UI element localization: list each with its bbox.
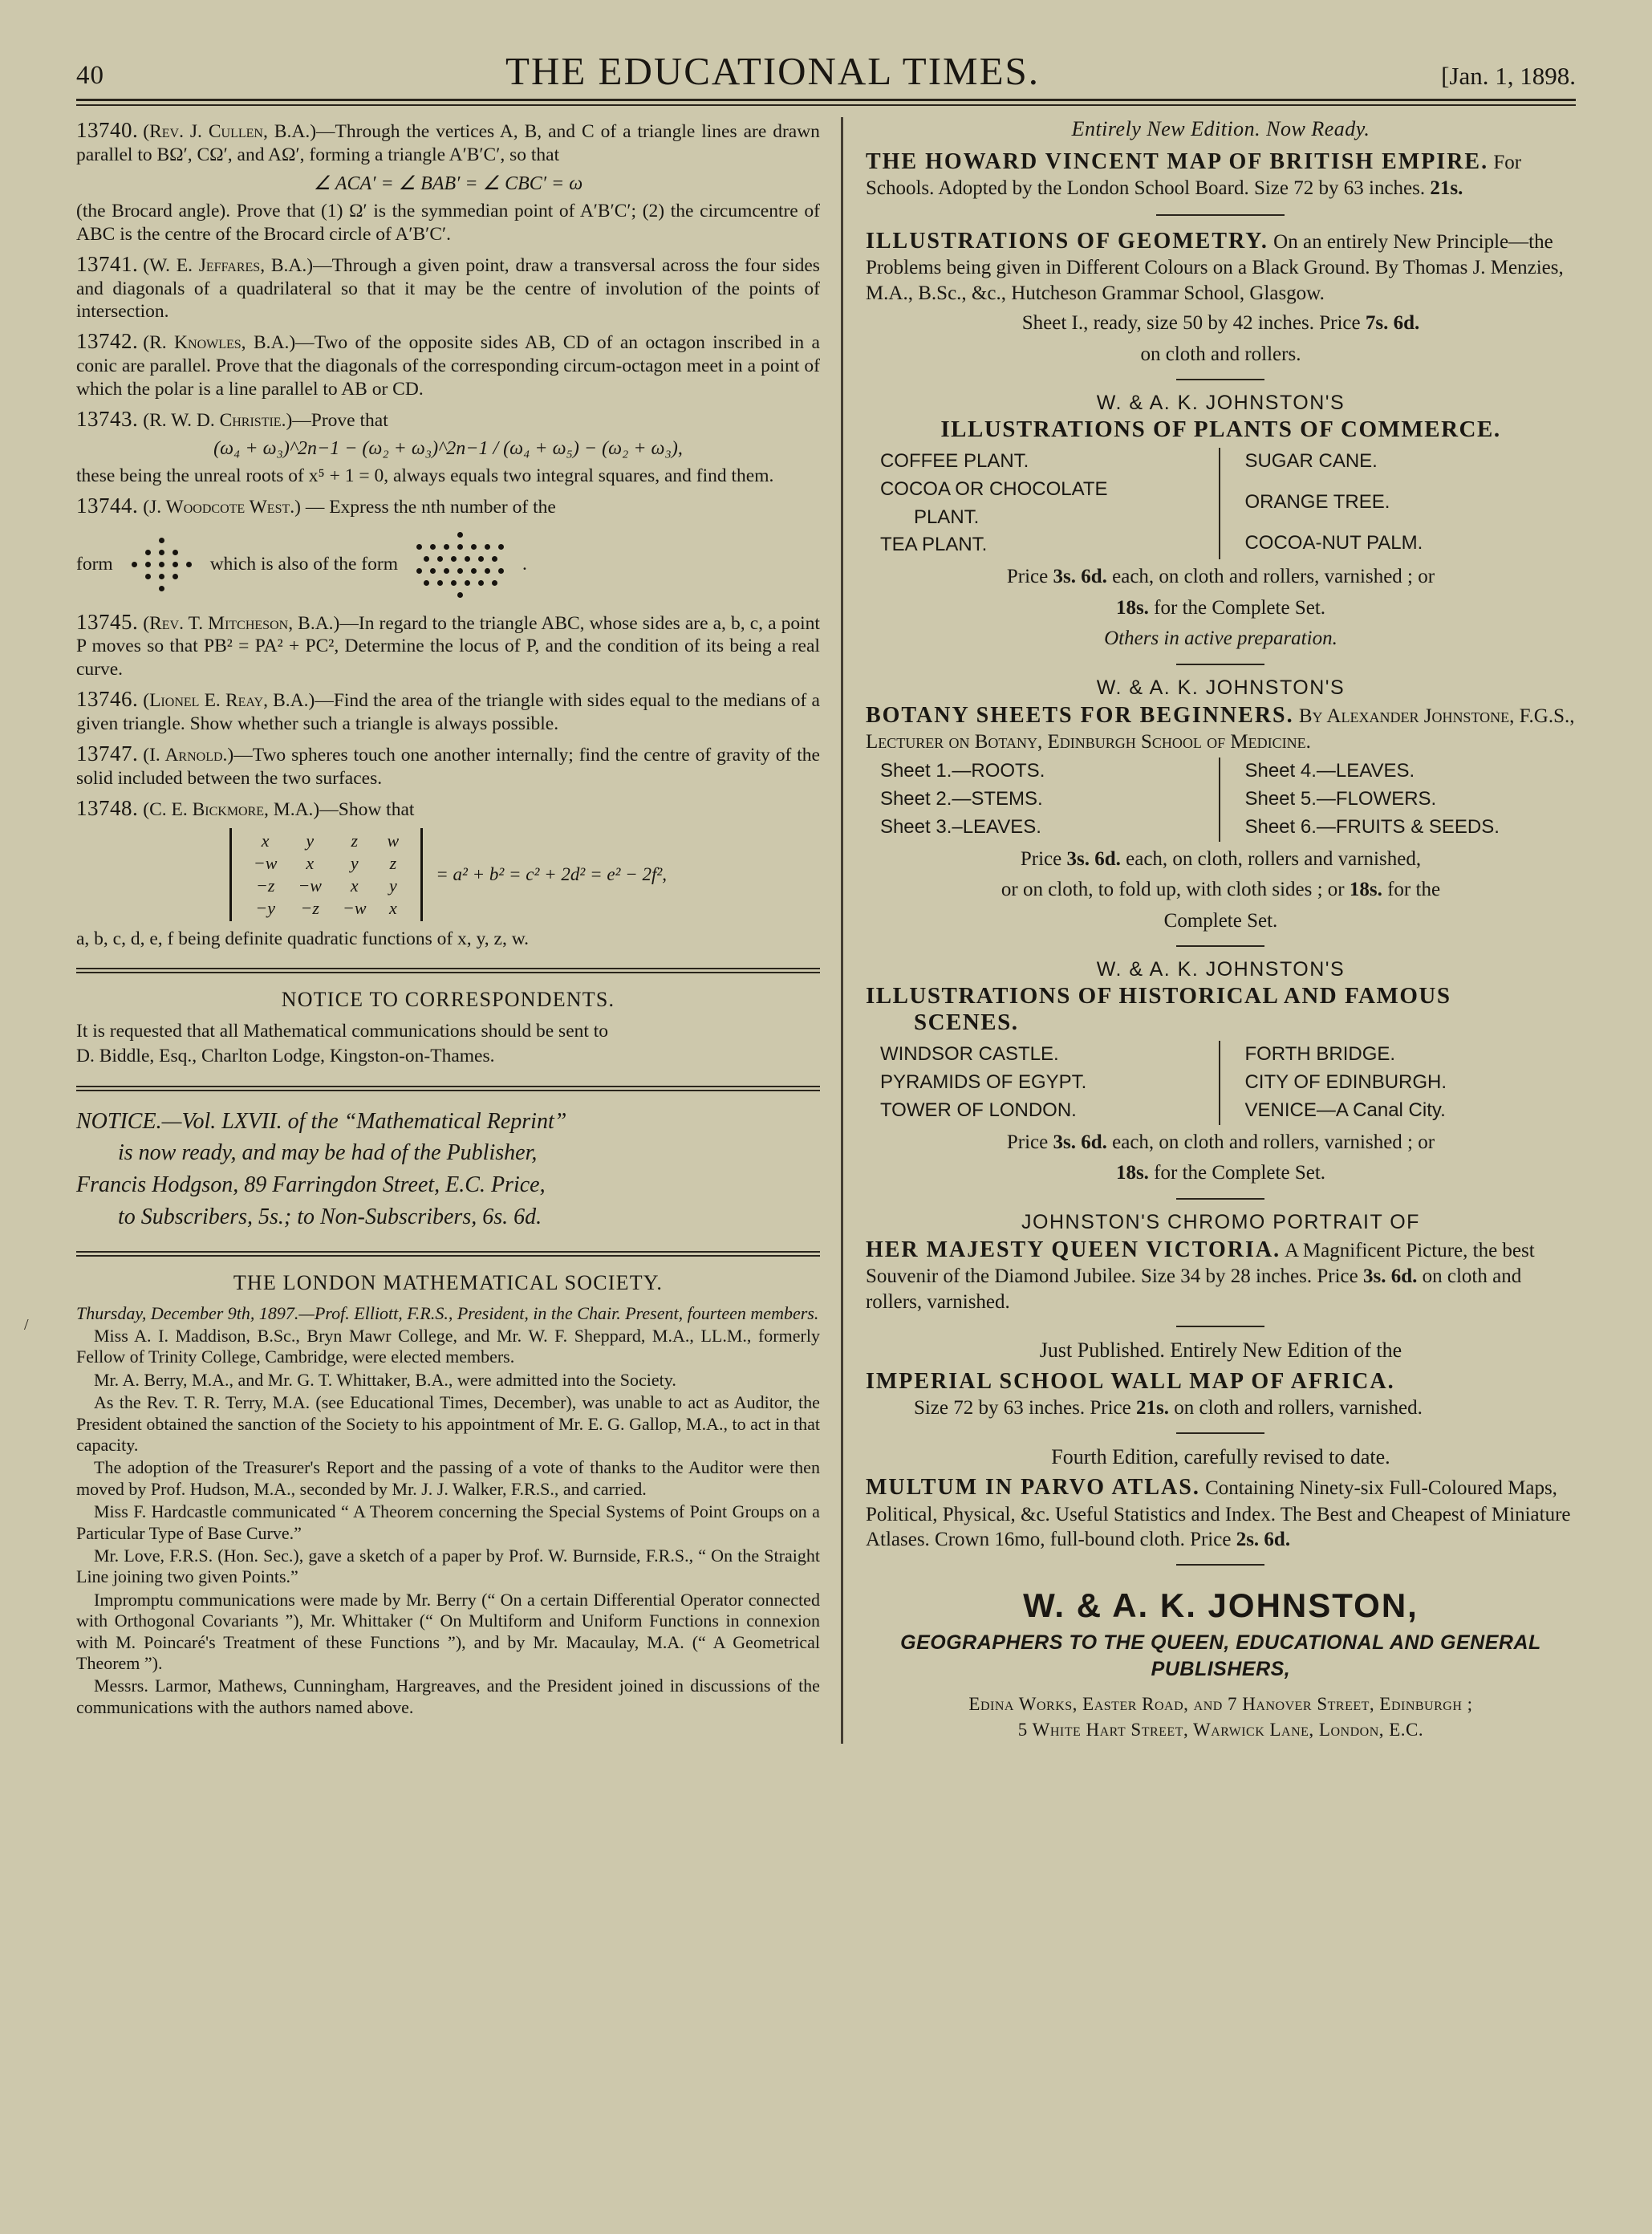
ad-rule-1 xyxy=(1156,214,1285,216)
ad-rule-8 xyxy=(1176,1564,1264,1566)
ad-price-line-2 xyxy=(866,595,1576,622)
ad-item-list xyxy=(866,1041,1576,1124)
publication-title: THE EDUCATIONAL TIMES. xyxy=(505,49,1041,93)
ad-price: 7s. 6d. xyxy=(1365,312,1420,335)
matrix-cell: x xyxy=(306,852,315,873)
ad-text xyxy=(914,1395,1576,1421)
matrix-cell: −w xyxy=(342,897,367,918)
publisher-subtitle-line-1: GEOGRAPHERS TO THE QUEEN, EDUCATIONAL AND GENERAL xyxy=(900,1631,1541,1654)
problem-13744-figures xyxy=(76,529,820,601)
ad-price: 3s. 6d. xyxy=(1053,566,1107,588)
masthead-rule xyxy=(76,104,1576,106)
matrix-cell: w xyxy=(387,830,400,851)
ad-text: A Magnificent Picture, the best Souvenir of the Diamond Jubilee. Size 34 by 28 inches. Price xyxy=(865,1239,1535,1288)
problem-number: 13743. xyxy=(76,406,139,431)
lms-paragraph: As the Rev. T. R. Terry, M.A. (see Educational Times, December), was unable to act as Auditor, the President obtained the sanction of the Society to his appointment of Mr. E. G. Gallop, M.A., to act in that capacity. xyxy=(76,1392,820,1456)
ad-text: For Schools. Adopted by the London School Board. Size 72 by 63 inches. xyxy=(865,152,1522,200)
ad-plants-of-commerce xyxy=(866,392,1576,652)
matrix-cell: −z xyxy=(300,897,319,918)
ad-howard-vincent-map xyxy=(866,117,1576,201)
problem-proposer: (R. W. D. Christie.)— xyxy=(143,409,311,431)
ad-item-list xyxy=(866,448,1576,559)
problem-number: 13748. xyxy=(76,796,139,821)
problem-proposer: (Lionel E. Reay, B.A.)— xyxy=(143,690,334,712)
problem-number: 13746. xyxy=(76,687,139,712)
lms-paragraph: Mr. Love, F.R.S. (Hon. Sec.), gave a sketch of a paper by Prof. W. Burnside, F.R.S., “ On the Straight Line joining two given Points.” xyxy=(76,1546,820,1587)
matrix-cell: −y xyxy=(255,897,275,918)
matrix-cell: −w xyxy=(298,875,322,896)
problem-13740 xyxy=(76,117,820,166)
list-item: Sheet 5.—FLOWERS. xyxy=(1244,788,1437,810)
ad-kicker: Entirely New Edition. Now Ready. xyxy=(1071,117,1370,140)
ad-rule-2 xyxy=(1176,379,1264,380)
problem-13744 xyxy=(76,493,820,519)
publisher-address-line-1: Edina Works, Easter Road, and 7 Hanover Street, Edinburgh ; xyxy=(968,1694,1473,1715)
problem-proposer: (R. Knowles, B.A.)— xyxy=(143,332,315,354)
matrix-cell: z xyxy=(389,852,397,873)
ad-price-line xyxy=(866,847,1576,873)
problem-13748 xyxy=(76,795,820,822)
publisher-name: W. & A. K. JOHNSTON, xyxy=(1023,1586,1419,1624)
problem-proposer: (Rev. T. Mitcheson, B.A.)— xyxy=(143,612,359,634)
price-text: each, on cloth, rollers and varnished, xyxy=(1126,847,1422,870)
determinant-figure xyxy=(76,828,820,921)
ad-house-name: W. & A. K. JOHNSTON'S xyxy=(1096,958,1346,981)
ad-title: THE HOWARD VINCENT MAP OF BRITISH EMPIRE. xyxy=(865,149,1489,174)
ad-price-line-2 xyxy=(866,877,1576,904)
list-item: TEA PLANT. xyxy=(879,534,988,556)
ad-price-set: 18s. xyxy=(1115,596,1149,619)
list-item: CITY OF EDINBURGH. xyxy=(1244,1071,1447,1094)
problem-text: Two of the opposite sides AB, CD of an octagon inscribed in a conic are parallel. Prove that the diagonals of the corresponding circum-octagon meet in a point of which the polar is a line parallel to AB or CD. xyxy=(76,332,820,400)
matrix xyxy=(229,828,423,921)
two-column-body xyxy=(76,117,1576,1744)
ad-body xyxy=(866,1473,1576,1552)
ad-body xyxy=(866,701,1576,755)
ad-byline: By Alexander Johnstone, F.G.S., Lecturer on Botany, Edinburgh School of Medicine. xyxy=(865,705,1575,753)
problem-proposer: (C. E. Bickmore, M.A.)— xyxy=(143,799,339,821)
lms-paragraph: Miss F. Hardcastle communicated “ A Theorem concerning the Special Systems of Point Groups on a Particular Type of Base Curve.” xyxy=(76,1501,820,1543)
masthead xyxy=(76,48,1576,101)
ad-text-2: on cloth and rollers, varnished. xyxy=(1174,1397,1423,1420)
matrix-cell: y xyxy=(388,875,397,896)
lms-minutes xyxy=(76,1303,820,1718)
problem-number: 13744. xyxy=(76,494,139,518)
ad-kicker: Just Published. Entirely New Edition of the xyxy=(1039,1338,1402,1363)
ad-rule-3 xyxy=(1176,664,1264,665)
problem-13747 xyxy=(76,741,820,790)
ad-size-text: Size 72 by 63 inches. Price xyxy=(913,1397,1131,1420)
ad-price-line-3: Complete Set. xyxy=(1163,909,1278,932)
dot-figure-hexagon xyxy=(412,529,508,601)
matrix-cell: x xyxy=(350,875,359,896)
lms-paragraph: Mr. A. Berry, M.A., and Mr. G. T. Whittaker, B.A., were admitted into the Society. xyxy=(94,1369,676,1390)
ad-title xyxy=(866,983,1576,1036)
ad-house-name: JOHNSTON'S CHROMO PORTRAIT OF xyxy=(1021,1210,1420,1233)
publisher-address xyxy=(866,1692,1576,1743)
matrix-cell: z xyxy=(351,830,359,851)
ad-price-line xyxy=(866,564,1576,591)
reprint-line-3: Francis Hodgson, 89 Farringdon Street, E.C. Price, xyxy=(76,1172,546,1198)
ad-historical-scenes xyxy=(866,958,1576,1186)
reprint-line-4: to Subscribers, 5s.; to Non-Subscribers, 6s. 6d. xyxy=(118,1204,542,1229)
ad-title: HER MAJESTY QUEEN VICTORIA. xyxy=(865,1237,1281,1262)
list-item: TOWER OF LONDON. xyxy=(879,1099,1077,1121)
ad-text-2: on cloth and rollers, varnished. xyxy=(865,1265,1522,1313)
price-label: Price xyxy=(1006,566,1049,588)
matrix-cell: y xyxy=(350,852,359,873)
matrix-rhs: = a² + b² = c² + 2d² = e² − 2f², xyxy=(436,863,668,884)
problem-13740-cont: (the Brocard angle). Prove that (1) Ω′ is the symmedian point of A′B′C′; (2) the circumcentre of ABC is the centre of the Brocard circle of A′B′C′. xyxy=(76,201,820,245)
problem-number: 13742. xyxy=(76,329,139,354)
ad-queen-victoria-portrait xyxy=(866,1211,1576,1314)
list-item: Sheet 3.–LEAVES. xyxy=(879,816,1041,839)
ad-text: On an entirely New Principle—the Problems being given in Different Colours on a Black Ground. By Thomas J. Menzies, M.A., B.Sc., &c., Hutcheson Grammar School, Glasgow. xyxy=(865,230,1564,304)
section-rule-2 xyxy=(76,1086,820,1091)
list-item: Sheet 1.—ROOTS. xyxy=(879,760,1045,782)
price-text: for the Complete Set. xyxy=(1154,596,1326,619)
figure-lead-label: form xyxy=(76,554,113,575)
problem-number: 13747. xyxy=(76,741,139,766)
ad-kicker: Fourth Edition, carefully revised to date. xyxy=(1051,1444,1390,1468)
publisher-address-line-2: 5 White Hart Street, Warwick Lane, London, E.C. xyxy=(1017,1720,1424,1740)
problem-text: Two spheres touch one another internally; find the centre of gravity of the solid included between the two surfaces. xyxy=(76,745,820,789)
ad-price: 21s. xyxy=(1430,177,1463,200)
ad-sheet-line xyxy=(866,311,1576,337)
matrix-footnote: a, b, c, d, e, f being definite quadratic functions of x, y, z, w. xyxy=(76,928,530,949)
problem-13740-equation: ∠ ACA′ = ∠ BAB′ = ∠ CBC′ = ω xyxy=(313,173,583,195)
left-column xyxy=(76,117,841,1744)
price-text: for the Complete Set. xyxy=(1154,1162,1326,1184)
ad-item-column-1 xyxy=(866,758,1221,841)
list-item: Sheet 4.—LEAVES. xyxy=(1244,760,1415,782)
dot-figure-diamond xyxy=(128,534,196,595)
problem-number: 13745. xyxy=(76,609,139,634)
ad-price-set: 18s. xyxy=(1349,879,1382,901)
ad-rule-6 xyxy=(1176,1326,1264,1327)
section-rule-3 xyxy=(76,1251,820,1257)
ad-price-line-2 xyxy=(866,1160,1576,1187)
reprint-line-2: is now ready, and may be had of the Publisher, xyxy=(118,1140,538,1166)
figure-mid-label: which is also of the form xyxy=(209,554,398,575)
ad-body xyxy=(866,148,1576,201)
reprint-line-1: NOTICE.—Vol. LXVII. of the “Mathematical Reprint” xyxy=(76,1108,567,1134)
ad-body xyxy=(866,1367,1576,1421)
section-rule xyxy=(76,968,820,973)
problem-proposer: (Rev. J. Cullen, B.A.)— xyxy=(143,121,335,142)
reprint-notice xyxy=(76,1106,820,1233)
problem-text: Through the vertices A, B, and C of a triangle lines are drawn parallel to BΩ′, CΩ′, and AΩ′, forming a triangle A′B′C′, so that xyxy=(76,121,820,165)
problem-13746 xyxy=(76,686,820,735)
ad-price-line xyxy=(866,1130,1576,1156)
margin-tick: / xyxy=(24,1316,29,1334)
problem-13743-equation: (ω₄ + ω₃)^2n−1 − (ω₂ + ω₃)^2n−1 / (ω₄ + ω₅) − (ω₂ + ω₃), xyxy=(213,437,683,459)
issue-date: [Jan. 1, 1898. xyxy=(1441,62,1576,90)
ad-price-set: 18s. xyxy=(1115,1162,1149,1184)
ad-item-list xyxy=(866,758,1576,841)
ad-title: BOTANY SHEETS FOR BEGINNERS. xyxy=(865,702,1294,728)
list-item: SUGAR CANE. xyxy=(1244,450,1378,473)
ad-item-column-1 xyxy=(866,448,1221,559)
ad-title: ILLUSTRATIONS OF PLANTS OF COMMERCE. xyxy=(940,416,1501,443)
list-item: COCOA-NUT PALM. xyxy=(1244,531,1423,554)
ad-title-line-1: ILLUSTRATIONS OF HISTORICAL AND FAMOUS xyxy=(865,983,1451,1009)
ad-title-line-2: SCENES. xyxy=(913,1009,1019,1036)
ad-rule-5 xyxy=(1176,1198,1264,1200)
lms-heading: THE LONDON MATHEMATICAL SOCIETY. xyxy=(233,1270,664,1294)
publisher-imprint xyxy=(866,1586,1576,1744)
figure-end-label: . xyxy=(522,554,527,575)
notice-correspondents-address: D. Biddle, Esq., Charlton Lodge, Kingston-on-Thames. xyxy=(76,1046,495,1067)
price-label: Price xyxy=(1020,847,1062,870)
problem-number: 13740. xyxy=(76,118,139,142)
ad-sheet-text: Sheet I., ready, size 50 by 42 inches. Price xyxy=(1021,312,1361,335)
problem-text: Express the nth number of the xyxy=(329,497,556,518)
list-item: VENICE—A Canal City. xyxy=(1244,1099,1446,1121)
problem-13741 xyxy=(76,251,820,323)
ad-price: 21s. xyxy=(1135,1397,1169,1420)
ad-multum-in-parvo-atlas xyxy=(866,1444,1576,1553)
problem-13742 xyxy=(76,328,820,400)
ad-item-column-1 xyxy=(866,1041,1221,1124)
list-item: ORANGE TREE. xyxy=(1244,490,1390,513)
publisher-subtitle-line-2: PUBLISHERS, xyxy=(1151,1658,1291,1681)
ad-title: IMPERIAL SCHOOL WALL MAP OF AFRICA. xyxy=(865,1368,1395,1394)
ad-tail: on cloth and rollers. xyxy=(1140,343,1301,365)
ad-title: ILLUSTRATIONS OF GEOMETRY. xyxy=(865,228,1268,254)
list-item: WINDSOR CASTLE. xyxy=(879,1043,1059,1066)
ad-rule-4 xyxy=(1176,945,1264,947)
ad-price: 3s. 6d. xyxy=(1362,1265,1418,1288)
ad-item-column-2 xyxy=(1220,758,1576,841)
ad-price: 2s. 6d. xyxy=(1236,1529,1291,1551)
price-text: each, on cloth and rollers, varnished ; or xyxy=(1112,566,1435,588)
ad-body xyxy=(866,227,1576,306)
list-item: Sheet 2.—STEMS. xyxy=(879,788,1043,810)
lms-paragraph: Impromptu communications were made by Mr. Berry (“ On a certain Differential Operator connected with Orthogonal Covariants ”), Mr. Whittaker (“ On Multiform and Uniform Functions in connexion with M. Poincaré's Treatment of these Functions ”), and by Mr. Macaulay, M.A. (“ A Geometrical Theorem ”). xyxy=(76,1589,820,1673)
ad-rule-7 xyxy=(1176,1432,1264,1434)
problem-proposer: (I. Arnold.)— xyxy=(143,745,253,766)
problem-text: Show that xyxy=(338,799,415,821)
ad-price: 3s. 6d. xyxy=(1066,847,1121,870)
price-text: for the xyxy=(1387,879,1441,901)
ad-title: MULTUM IN PARVO ATLAS. xyxy=(865,1475,1200,1501)
problem-text: Prove that xyxy=(311,409,388,431)
price-text: each, on cloth and rollers, varnished ; or xyxy=(1112,1131,1435,1153)
ad-price: 3s. 6d. xyxy=(1053,1131,1107,1153)
matrix-cell: −z xyxy=(255,875,275,896)
problem-text: Through a given point, draw a transversal across the four sides and diagonals of a quadrilateral so that it may be the centre of involution of the points of intersection. xyxy=(76,254,820,322)
list-item: COCOA OR CHOCOLATE xyxy=(879,477,1108,500)
problem-13743-cont: these being the unreal roots of x⁵ + 1 = 0, always equals two integral squares, and find them. xyxy=(76,465,774,486)
column-divider xyxy=(841,117,843,1744)
page-number: 40 xyxy=(76,61,104,90)
ad-illustrations-of-geometry xyxy=(866,227,1576,368)
lms-date-line: Thursday, December 9th, 1897.—Prof. Elliott, F.R.S., President, in the Chair. Present, fourteen members. xyxy=(76,1302,819,1323)
list-item: PLANT. xyxy=(913,506,980,528)
lms-paragraph: Messrs. Larmor, Mathews, Cunningham, Hargreaves, and the President joined in discussions of the communications with the authors named above. xyxy=(76,1676,820,1717)
right-column xyxy=(843,117,1576,1744)
ad-item-column-2 xyxy=(1220,1041,1576,1124)
problem-13745 xyxy=(76,609,820,681)
list-item: FORTH BRIDGE. xyxy=(1244,1043,1396,1066)
problem-text: In regard to the triangle ABC, whose sides are a, b, c, a point P moves so that PB² = PA² + PC², Determine the locus of P, and the condition of its being a real curve. xyxy=(76,612,820,680)
list-item: Sheet 6.—FRUITS & SEEDS. xyxy=(1244,816,1500,839)
matrix-cell: x xyxy=(261,830,270,851)
list-item: PYRAMIDS OF EGYPT. xyxy=(879,1071,1087,1094)
lms-paragraph: The adoption of the Treasurer's Report and the passing of a vote of thanks to the Auditor were then moved by Prof. Hudson, M.A., seconded by Mr. J. J. Walker, F.R.S., and carried. xyxy=(76,1457,820,1499)
ad-imperial-map-africa xyxy=(866,1337,1576,1421)
ad-others-note: Others in active preparation. xyxy=(1104,628,1337,650)
ad-text: Containing Ninety-six Full-Coloured Maps, Political, Physical, &c. Useful Statistics and Index. The Best and Cheapest of Miniature Atlases. Crown 16mo, full-bound cloth. Price xyxy=(865,1477,1571,1551)
matrix-cell: y xyxy=(306,830,315,851)
publisher-subtitle xyxy=(866,1630,1576,1684)
problem-text: Find the area of the triangle with sides equal to the medians of a given triangle. Show whether such a triangle is always possible. xyxy=(76,690,820,734)
ad-house-name: W. & A. K. JOHNSTON'S xyxy=(1096,676,1346,699)
ad-botany-sheets xyxy=(866,676,1576,935)
price-text: or on cloth, to fold up, with cloth sides ; or xyxy=(1001,879,1345,901)
lms-paragraph: Miss A. I. Maddison, B.Sc., Bryn Mawr College, and Mr. W. F. Sheppard, M.A., LL.M., formerly Fellow of Trinity College, Cambridge, were elected members. xyxy=(76,1326,820,1367)
problem-proposer: (J. Woodcote West.) — xyxy=(143,497,330,518)
matrix-cell: x xyxy=(388,897,397,918)
problem-proposer: (W. E. Jeffares, B.A.)— xyxy=(143,254,332,276)
list-item: COFFEE PLANT. xyxy=(879,450,1029,473)
notice-correspondents-body: It is requested that all Mathematical communications should be sent to xyxy=(76,1021,609,1042)
problem-13743 xyxy=(76,406,820,433)
ad-house-name: W. & A. K. JOHNSTON'S xyxy=(1096,392,1346,415)
notice-correspondents-heading: NOTICE TO CORRESPONDENTS. xyxy=(281,988,615,1012)
ad-body xyxy=(866,1236,1576,1314)
matrix-cell: −w xyxy=(253,852,278,873)
ad-item-column-2 xyxy=(1220,448,1576,559)
price-label: Price xyxy=(1006,1131,1049,1153)
problem-number: 13741. xyxy=(76,251,139,276)
